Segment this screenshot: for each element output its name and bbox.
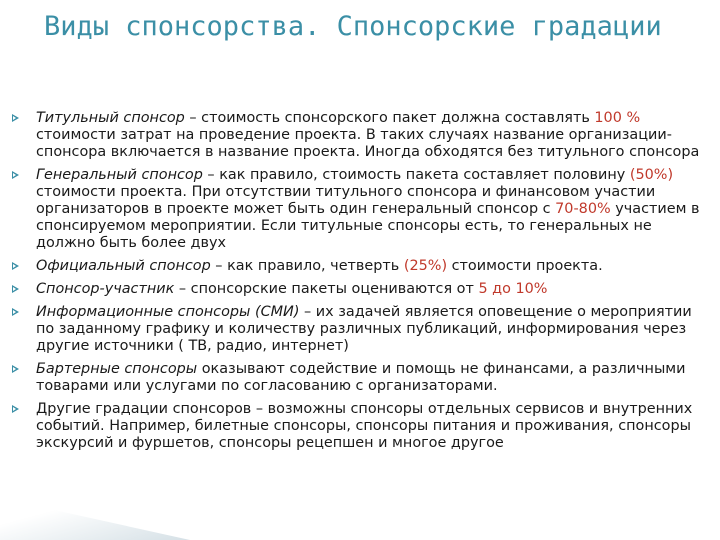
slide-title: Виды спонсорства. Спонсорские градации <box>44 11 662 42</box>
bullet-general-sponsor <box>10 167 714 252</box>
bullet-official-sponsor <box>10 258 714 275</box>
bullet-highlight: 100 % <box>594 110 641 126</box>
bullet-text: стоимости проекта. <box>447 258 603 274</box>
bullet-text: – возможны спонсоры отдельных сервисов и внутренних событий. Например, билетные спонсоры, спонсоры питания и проживания, спонсоры экскурсий и фуршетов, спонсоры рецепшен и многое другое <box>36 401 693 451</box>
bullet-highlight: (50%) <box>629 167 674 183</box>
bullet-text: стоимости проекта. При отсутствии титульного спонсора и финансовом участии организаторов в проекте может быть один генеральный спонсор с <box>36 184 656 217</box>
bullet-barter-sponsor <box>10 361 714 395</box>
bullet-participant-sponsor <box>10 281 714 298</box>
triangle-bullet-icon <box>12 405 19 413</box>
bullet-term: Информационные спонсоры (СМИ) <box>36 304 300 320</box>
bullet-text: – спонсорские пакеты оцениваются от <box>174 281 479 297</box>
bullet-highlight: 5 до 10% <box>478 281 548 297</box>
triangle-bullet-icon <box>12 114 19 122</box>
bullet-text: участием в спонсируемом мероприятии. Если титульные спонсоры есть, то генеральных не должно быть более двух <box>36 201 700 251</box>
bullet-term: Бартерные спонсоры <box>36 361 198 377</box>
bullet-text: – стоимость спонсорского пакет должна составлять <box>184 110 595 126</box>
bullet-title-sponsor <box>10 110 714 161</box>
bullet-text: стоимости затрат на проведение проекта. В таких случаях название организации-спонсора включается в название проекта. Иногда обходятся без титульного спонсора <box>36 127 700 160</box>
bullet-list <box>10 110 714 458</box>
triangle-bullet-icon <box>12 365 19 373</box>
bullet-term: Другие градации спонсоров <box>36 401 252 417</box>
bullet-highlight: (25%) <box>403 258 448 274</box>
bullet-text: – их задачей является оповещение о мероприятии по заданному графику и количеству различных публикаций, информирования через другие источники ( ТВ, радио, интернет) <box>36 304 692 354</box>
bullet-text: – как правило, четверть <box>210 258 404 274</box>
bullet-term: Спонсор-участник <box>36 281 175 297</box>
bullet-info-sponsor <box>10 304 714 355</box>
bullet-highlight: 70-80% <box>555 201 611 217</box>
bullet-other-sponsor <box>10 401 714 452</box>
triangle-bullet-icon <box>12 285 19 293</box>
bullet-text: оказывают содействие и помощь не финансами, а различными товарами или услугами по согласованию с организаторами. <box>36 361 686 394</box>
decorative-corner <box>0 480 190 540</box>
triangle-bullet-icon <box>12 171 19 179</box>
bullet-term: Титульный спонсор <box>36 110 185 126</box>
bullet-text: – как правило, стоимость пакета составляет половину <box>202 167 630 183</box>
triangle-bullet-icon <box>12 262 19 270</box>
triangle-bullet-icon <box>12 308 19 316</box>
bullet-term: Генеральный спонсор <box>36 167 203 183</box>
bullet-term: Официальный спонсор <box>36 258 211 274</box>
